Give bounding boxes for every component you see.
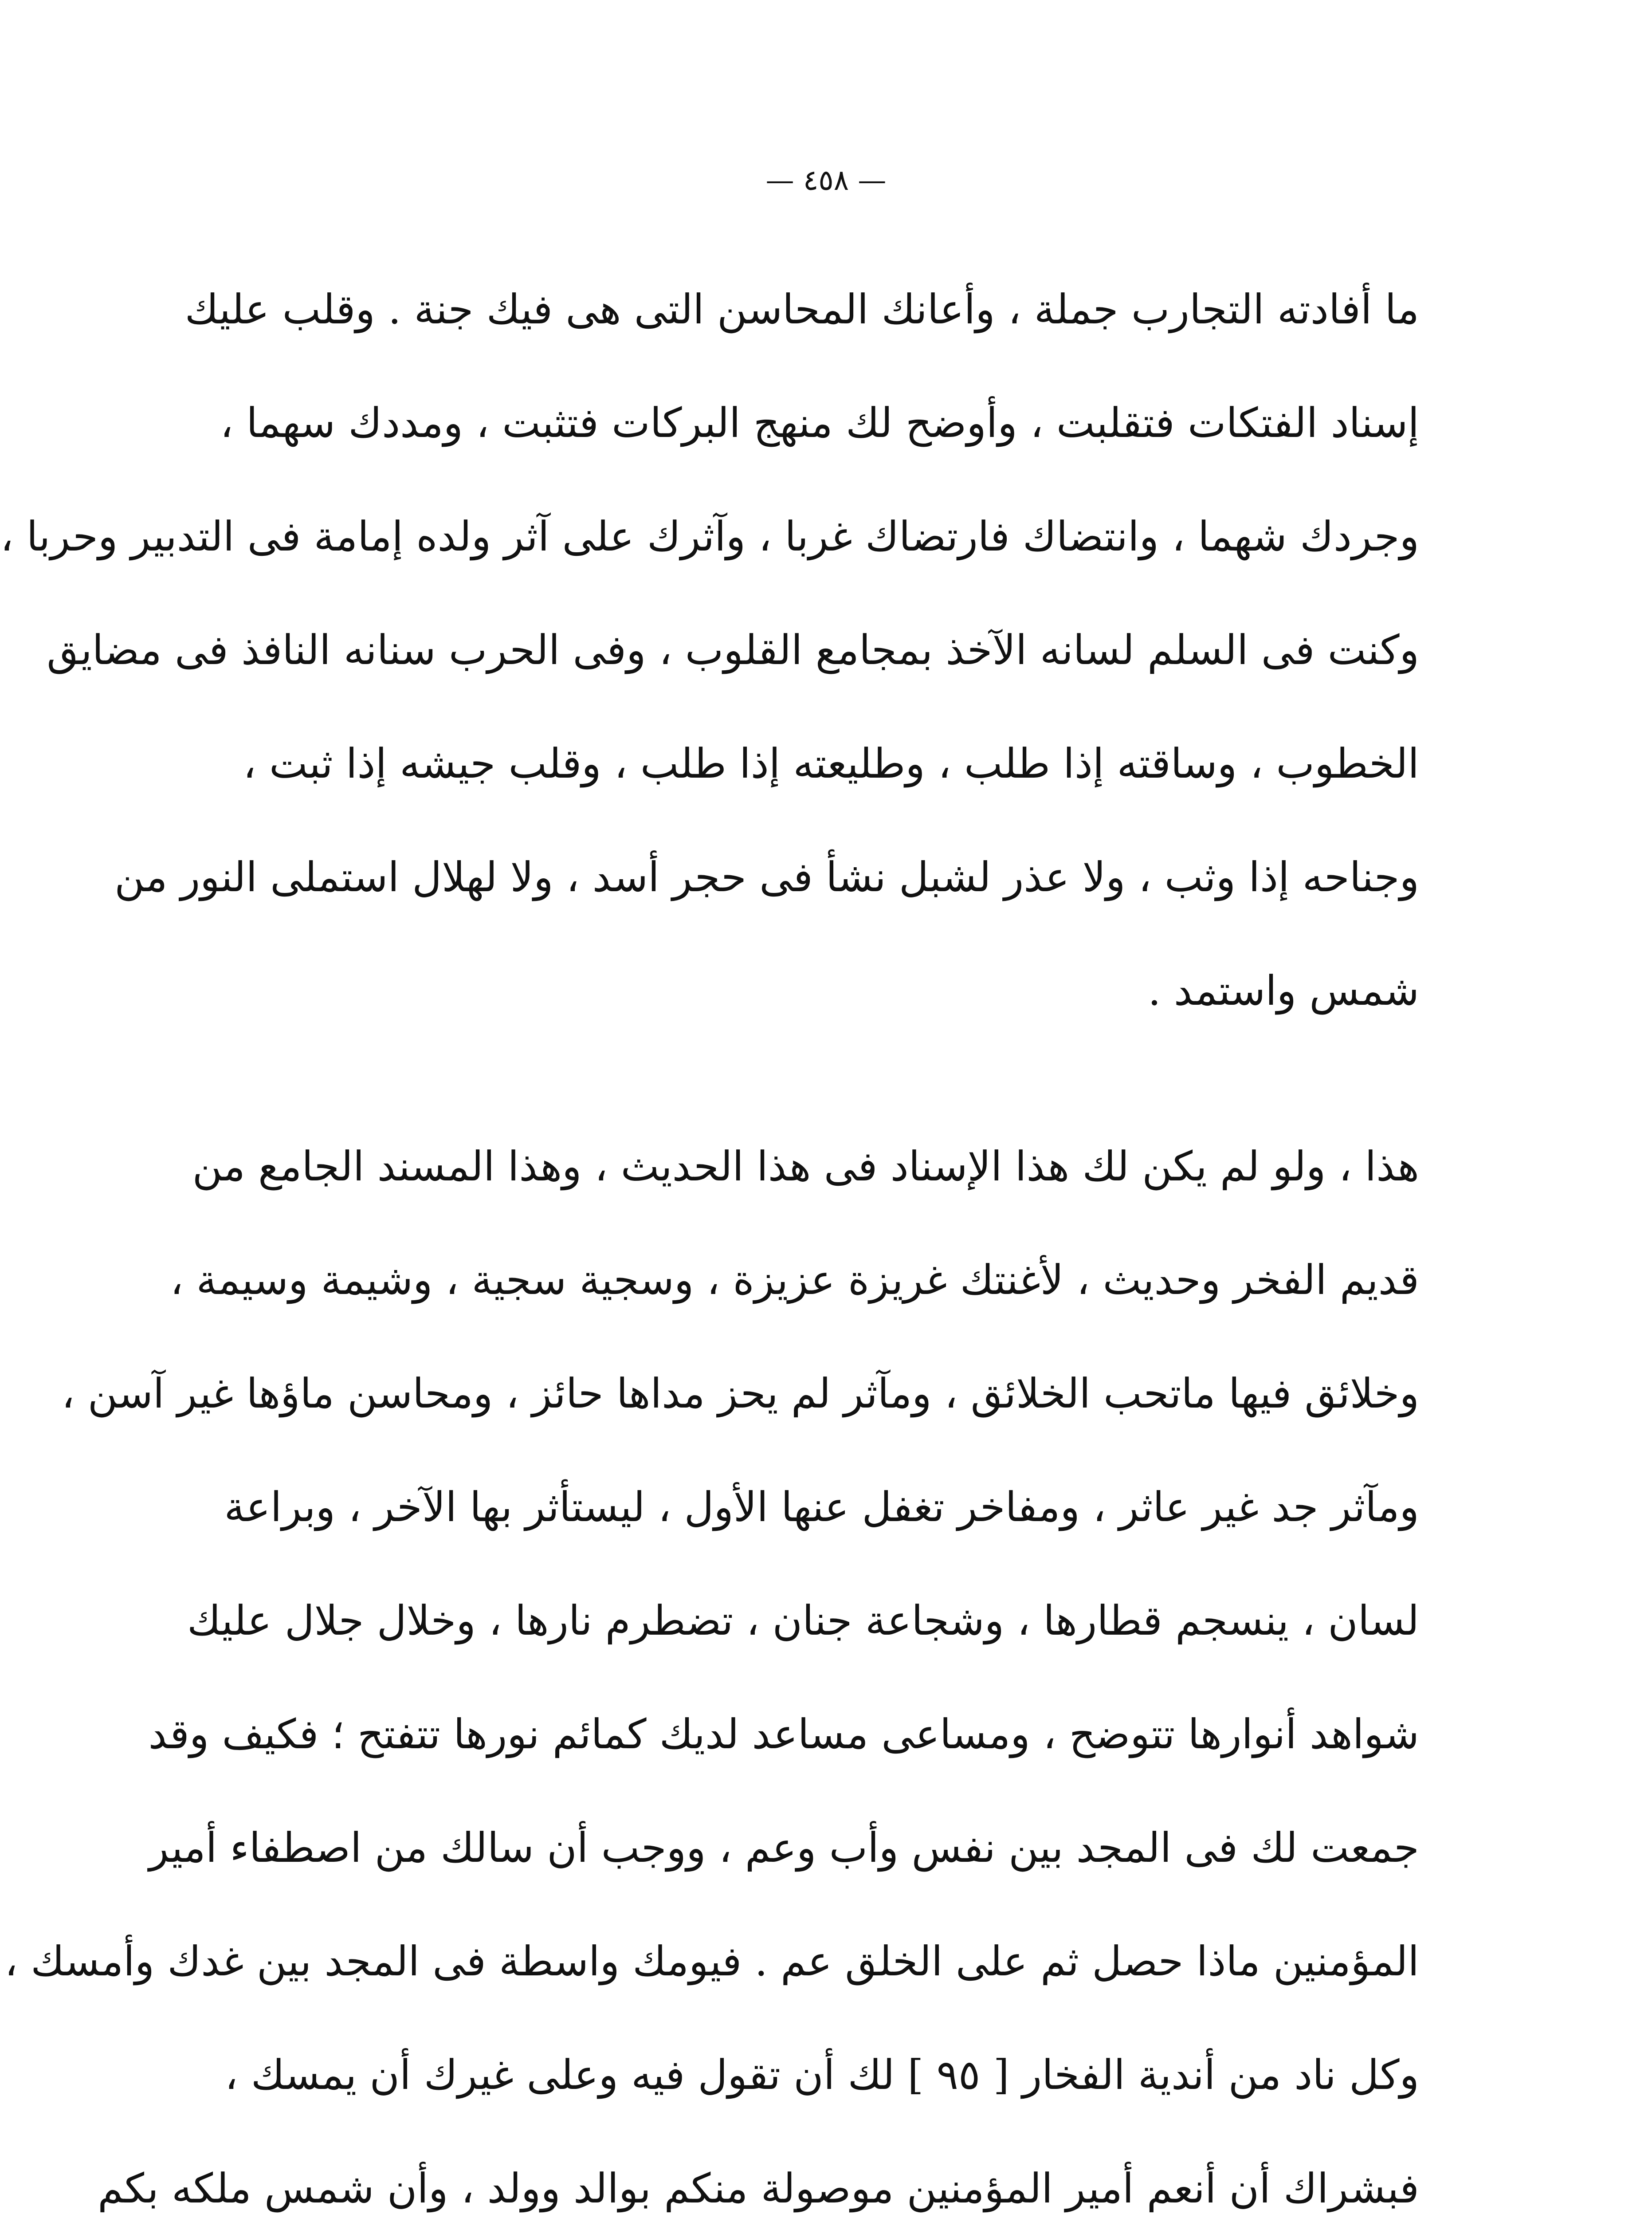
text-line: وجردك شهما ، وانتضاك فارتضاك غربا ، وآثرك على آثر ولده إمامة فى التدبير وحربا ، bbox=[0, 513, 1419, 560]
text-line: فبشراك أن أنعم أمير المؤمنين موصولة منكم بوالد وولد ، وأن شمس ملكه بكم bbox=[98, 2165, 1419, 2212]
page-body bbox=[0, 253, 1419, 2218]
paragraph-1 bbox=[0, 253, 1419, 1048]
text-line: هذا ، ولو لم يكن لك هذا الإسناد فى هذا الحديث ، وهذا المسند الجامع من bbox=[192, 1143, 1419, 1190]
text-line: إسناد الفتكات فتقلبت ، وأوضح لك منهج البركات فتثبت ، ومددك سهما ، bbox=[220, 399, 1419, 447]
text-line: المؤمنين ماذا حصل ثم على الخلق عم . فيومك واسطة فى المجد بين غدك وأمسك ، bbox=[4, 1938, 1419, 1985]
text-line: وكنت فى السلم لسانه الآخذ بمجامع القلوب ، وفى الحرب سنانه النافذ فى مضايق bbox=[47, 626, 1419, 674]
text-line: شمس واستمد . bbox=[1148, 967, 1419, 1015]
text-line: وجناحه إذا وثب ، ولا عذر لشبل نشأ فى حجر أسد ، ولا لهلال استملى النور من bbox=[114, 853, 1419, 901]
text-line: وكل ناد من أندية الفخار [ ٩٥ ] لك أن تقول فيه وعلى غيرك أن يمسك ، bbox=[224, 2051, 1419, 2099]
text-line: لسان ، ينسجم قطارها ، وشجاعة جنان ، تضطرم نارها ، وخلال جلال عليك bbox=[187, 1597, 1419, 1644]
text-line: جمعت لك فى المجد بين نفس وأب وعم ، ووجب أن سالك من اصطفاء أمير bbox=[149, 1824, 1419, 1872]
text-line: قديم الفخر وحديث ، لأغنتك غريزة عزيزة ، وسجية سجية ، وشيمة وسيمة ، bbox=[170, 1256, 1419, 1304]
text-line: شواهد أنوارها تتوضح ، ومساعى مساعد لديك كمائم نورها تتفتح ؛ فكيف وقد bbox=[148, 1711, 1419, 1758]
text-line: وخلائق فيها ماتحب الخلائق ، ومآثر لم يحز مداها حائز ، ومحاسن ماؤها غير آسن ، bbox=[61, 1370, 1419, 1417]
paragraph-2 bbox=[4, 1110, 1419, 2218]
text-line: ما أفادته التجارب جملة ، وأعانك المحاسن التى هى فيك جنة . وقلب عليك bbox=[184, 286, 1419, 333]
text-line: الخطوب ، وساقته إذا طلب ، وطليعته إذا طلب ، وقلب جيشه إذا ثبت ، bbox=[243, 740, 1419, 787]
page-number: — ٤٥٨ — bbox=[765, 164, 887, 197]
text-line: ومآثر جد غير عاثر ، ومفاخر تغفل عنها الأول ، ليستأثر بها الآخر ، وبراعة bbox=[224, 1483, 1419, 1531]
